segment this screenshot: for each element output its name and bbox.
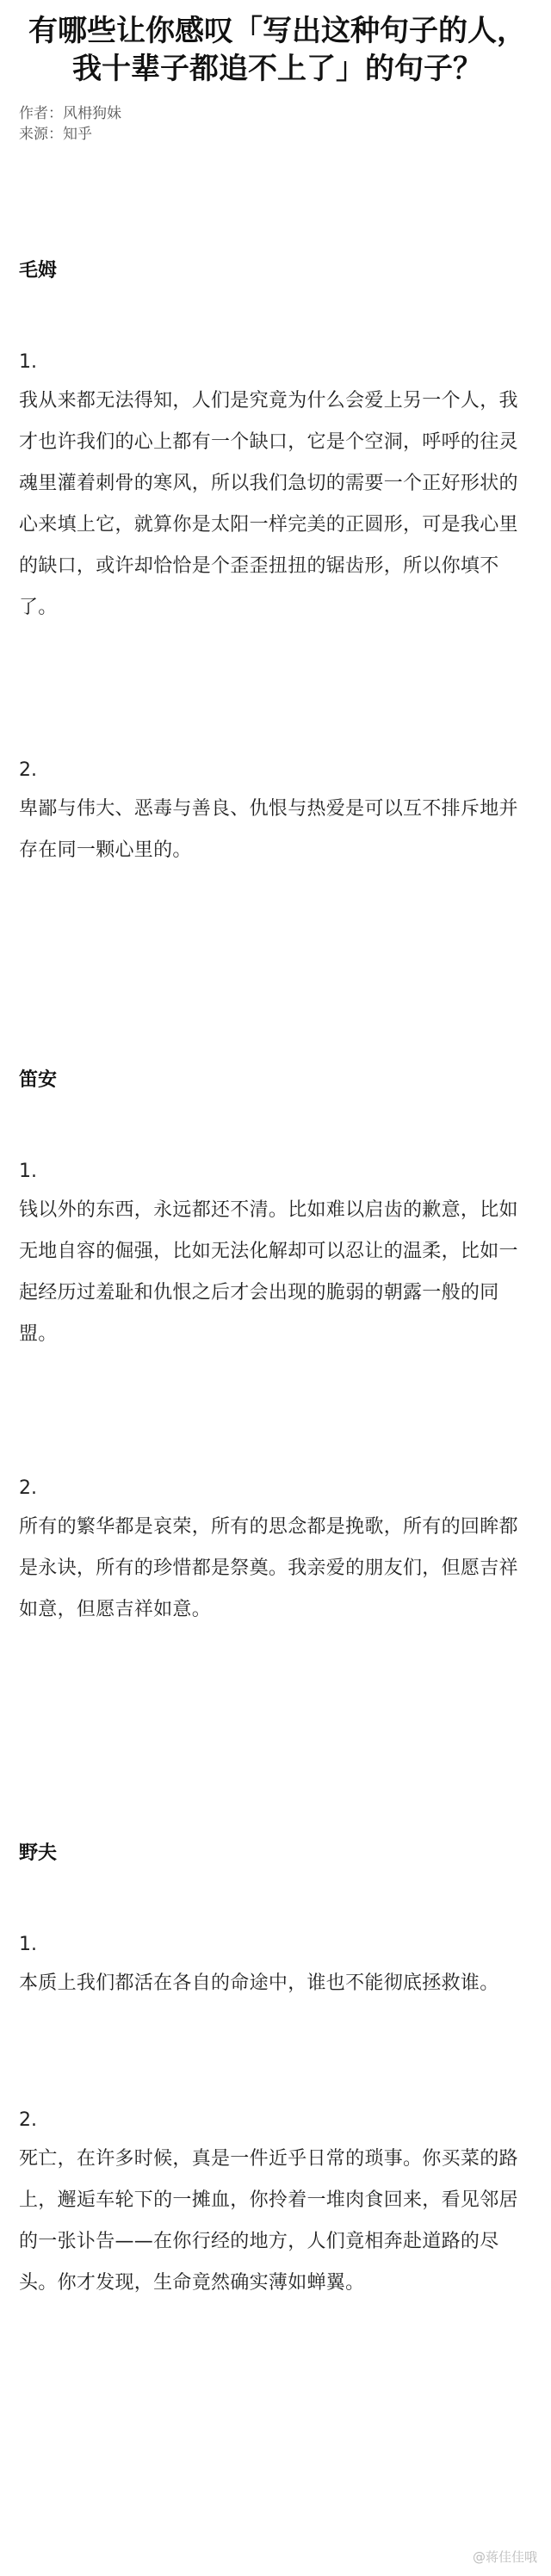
quote-number: 1. [19,1934,37,1955]
article-meta [19,103,536,145]
quote-text: 钱以外的东西，永远都还不清。比如难以启齿的歉意，比如无地自容的倔强，比如无法化解却可以忍让的温柔，比如一起经历过羞耻和仇恨之后才会出现的脆弱的朝露一般的同盟。 [19,1199,518,1345]
section-author: 野夫 [19,1842,58,1864]
author-line: 作者：风枏狗妹 [19,105,121,122]
watermark-text: @蒋佳佳哦 [472,2549,537,2565]
quote-number: 2. [19,2109,37,2131]
section-yefu [19,1841,536,2304]
quote-text: 卑鄙与伟大、恶毒与善良、仇恨与热爱是可以互不排斥地并存在同一颗心里的。 [19,798,518,861]
quote-number: 1. [19,351,37,373]
quote-number: 1. [19,1161,37,1182]
section-author: 笛安 [19,1069,58,1091]
section-author: 毛姆 [19,260,58,282]
quote-text: 死亡，在许多时候，真是一件近乎日常的琐事。你买菜的路上，邂逅车轮下的一摊血，你拎着一堆肉食回来，看见邻居的一张讣告——在你行经的地方，人们竟相奔赴道路的尽头。你才发现，生命竟然确实薄如蝉翼。 [19,2148,518,2294]
article-title: 有哪些让你感叹「写出这种句子的人，我十辈子都追不上了」的句子？ [28,14,526,86]
quote-text: 我从来都无法得知，人们是究竟为什么会爱上另一个人，我才也许我们的心上都有一个缺口，它是个空洞，呼呼的往灵魂里灌着刺骨的寒风，所以我们急切的需要一个正好形状的心来填上它，就算你是太阳一样完美的正圆形，可是我心里的缺口，或许却恰恰是个歪歪扭扭的锯齿形，所以你填不了。 [19,390,518,618]
quote-text: 所有的繁华都是哀荣，所有的思念都是挽歌，所有的回眸都是永诀，所有的珍惜都是祭奠。我亲爱的朋友们，但愿吉祥如意，但愿吉祥如意。 [19,1516,518,1620]
quote-text: 本质上我们都活在各自的命途中，谁也不能彻底拯救谁。 [19,1972,499,1994]
quote-number: 2. [19,759,37,781]
section-maugham [19,258,536,871]
quote-number: 2. [19,1477,37,1499]
source-line: 来源：知乎 [19,126,92,143]
section-dian [19,1068,536,1631]
